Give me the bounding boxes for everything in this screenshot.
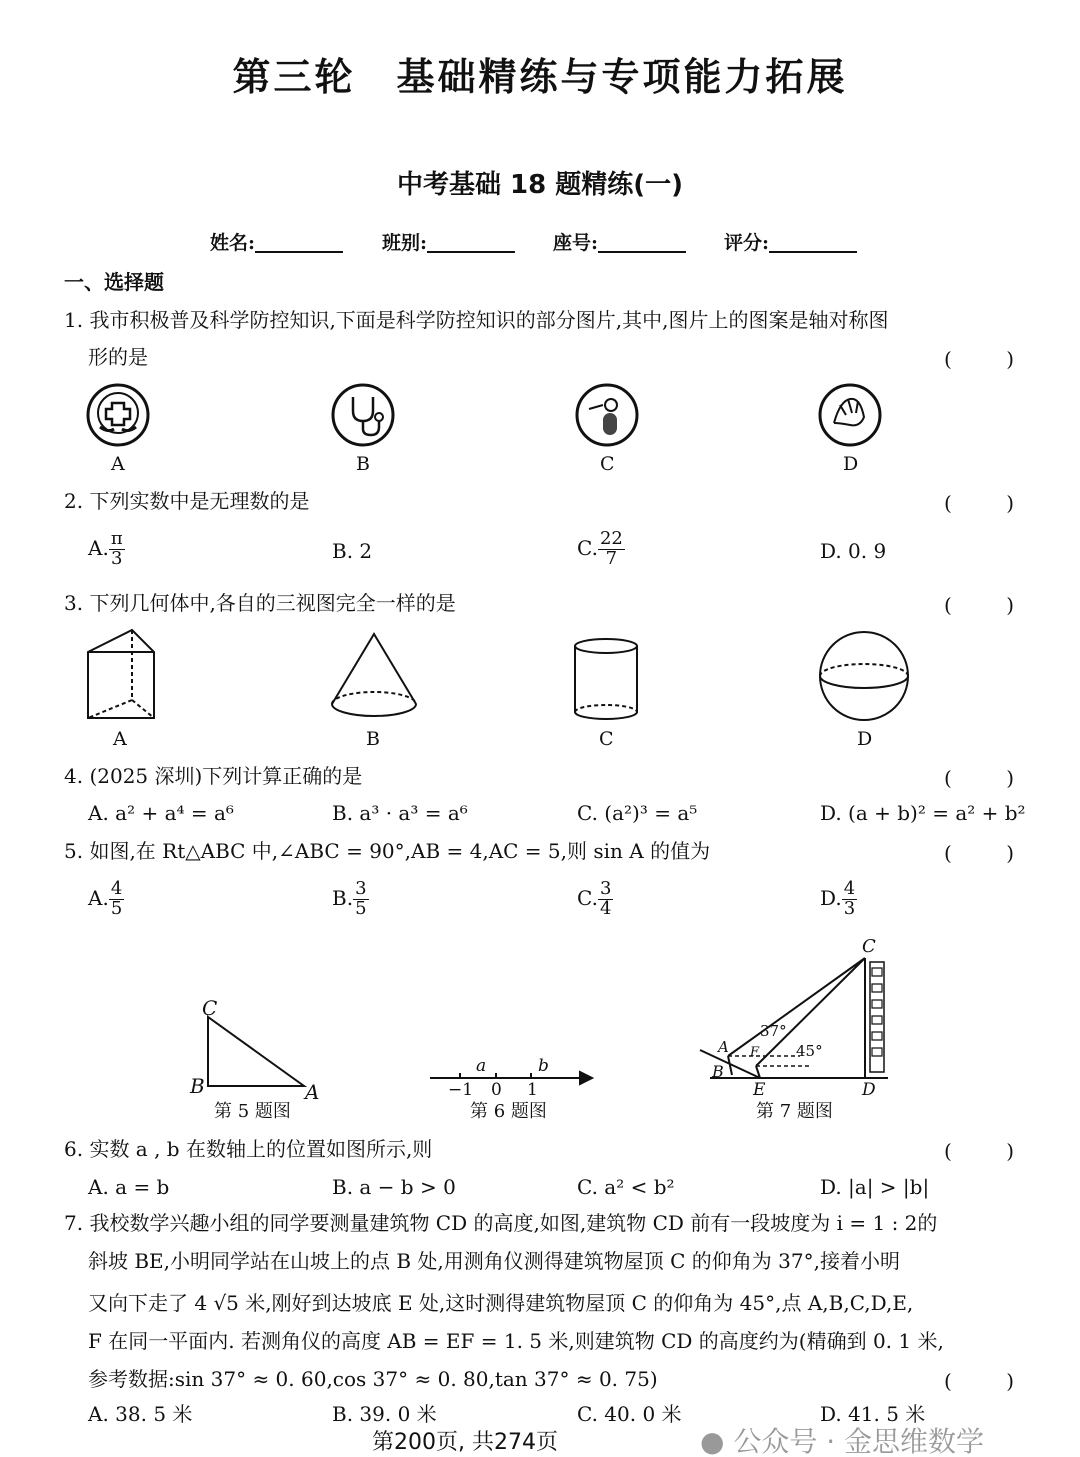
fig7-label-c: C xyxy=(862,936,876,957)
fig5-label-b: B xyxy=(190,1074,205,1098)
q5-option-a[interactable]: A. $\frac{4}{5}$ xyxy=(88,878,123,919)
q7-text-line2: 斜坡 BE,小明同学站在山坡上的点 B 处,用测角仪测得建筑物屋顶 C 的仰角为 37°,接着小明 xyxy=(88,1249,900,1273)
q2-option-c[interactable]: C. $\frac{22}{7}$ xyxy=(577,528,623,569)
q7-option-b[interactable]: B. 39. 0 米 xyxy=(332,1402,437,1426)
fig6-tick-1: 1 xyxy=(527,1080,538,1100)
figure-lines xyxy=(0,0,1,1)
q4-option-c[interactable]: C. (a²)³ = a⁵ xyxy=(577,801,698,825)
q2-answer-paren[interactable]: ( ) xyxy=(944,491,1014,515)
q1-text-cont: 形的是 xyxy=(88,345,148,369)
score-label: 评分: xyxy=(724,232,770,254)
q3-text: 3. 下列几何体中,各自的三视图完全一样的是 xyxy=(64,591,456,615)
fig7-label-e: E xyxy=(753,1080,766,1100)
fig7-angle-37: 37° xyxy=(760,1022,787,1040)
q3-label-c: C xyxy=(599,728,614,750)
q3-answer-paren[interactable]: ( ) xyxy=(944,593,1014,617)
fig6-tick-0: 0 xyxy=(491,1080,502,1100)
watermark: ● 公众号 · 金思维数学 xyxy=(700,1425,985,1457)
fig7-label-f: F xyxy=(750,1045,760,1060)
fig6-arrow xyxy=(580,1072,592,1084)
q7-text-line3: 又向下走了 4 √5 米,刚好到达坡底 E 处,这时测得建筑物屋顶 C 的仰角为 45°,点 A,B,C,D,E, xyxy=(88,1291,914,1315)
q1-label-a: A xyxy=(111,453,125,475)
fig6-label-a: a xyxy=(476,1056,487,1076)
seat-label: 座号: xyxy=(553,232,599,254)
q7-text-line4: F 在同一平面内. 若测角仪的高度 AB = EF = 1. 5 米,则建筑物 CD 的高度约为(精确到 0. 1 米, xyxy=(88,1329,944,1353)
q7-option-a[interactable]: A. 38. 5 米 xyxy=(88,1402,193,1426)
page-footer: 第200页, 共274页 xyxy=(372,1430,558,1455)
fig7-caption: 第 7 题图 xyxy=(756,1101,833,1122)
q4-option-d[interactable]: D. (a + b)² = a² + b² xyxy=(820,801,1026,825)
q6-option-c[interactable]: C. a² < b² xyxy=(577,1175,675,1199)
fig6-caption: 第 6 题图 xyxy=(470,1101,547,1122)
page-title: 第三轮 基础精练与专项能力拓展 xyxy=(232,55,848,99)
cylinder-figure xyxy=(574,638,640,722)
q5-option-b[interactable]: B. $\frac{3}{5}$ xyxy=(332,878,367,919)
q2-option-d[interactable]: D. 0. 9 xyxy=(820,539,887,563)
q5-text: 5. 如图,在 Rt△ABC 中,∠ABC = 90°,AB = 4,AC = 5,则 sin A 的值为 xyxy=(64,839,711,863)
fig6-label-b: b xyxy=(538,1056,549,1076)
fig5-label-a: A xyxy=(305,1080,320,1104)
q3-label-d: D xyxy=(857,728,873,750)
prism-figure xyxy=(86,628,158,720)
q2-option-b[interactable]: B. 2 xyxy=(332,539,373,563)
q4-option-b[interactable]: B. a³ · a³ = a⁶ xyxy=(332,801,468,825)
q1-icon-b xyxy=(331,383,395,447)
q2-option-a[interactable]: A. $\frac{\pi}{3}$ xyxy=(88,528,123,569)
class-label: 班别: xyxy=(382,232,428,254)
q1-label-d: D xyxy=(843,453,859,475)
name-field[interactable] xyxy=(210,233,343,253)
q6-option-d[interactable]: D. |a| > |b| xyxy=(820,1175,930,1199)
name-label: 姓名: xyxy=(210,232,256,254)
cone-figure xyxy=(330,632,420,720)
q7-answer-paren[interactable]: ( ) xyxy=(944,1369,1014,1393)
seat-field[interactable] xyxy=(553,233,686,253)
q7-option-d[interactable]: D. 41. 5 米 xyxy=(820,1402,926,1426)
q3-label-a: A xyxy=(113,728,127,750)
fig7-label-a: A xyxy=(718,1038,729,1056)
q4-option-a[interactable]: A. a² + a⁴ = a⁶ xyxy=(88,801,234,825)
q3-label-b: B xyxy=(366,728,380,750)
fig7-lines xyxy=(700,958,888,1081)
q4-text: 4. (2025 深圳)下列计算正确的是 xyxy=(64,764,363,788)
q1-answer-paren[interactable]: ( ) xyxy=(944,347,1014,371)
q5-answer-paren[interactable]: ( ) xyxy=(944,841,1014,865)
q6-option-a[interactable]: A. a = b xyxy=(88,1175,170,1199)
q7-text-line1: 7. 我校数学兴趣小组的同学要测量建筑物 CD 的高度,如图,建筑物 CD 前有一段坡度为 i = 1 : 2的 xyxy=(64,1211,938,1235)
fig5-triangle xyxy=(208,1017,304,1086)
fig5-label-c: C xyxy=(202,996,218,1020)
sphere-figure xyxy=(818,630,910,722)
q1-text: 1. 我市积极普及科学防控知识,下面是科学防控知识的部分图片,其中,图片上的图案是轴对称图 xyxy=(64,308,889,332)
fig7-angle-45: 45° xyxy=(796,1042,823,1060)
q1-label-c: C xyxy=(600,453,615,475)
q5-option-d[interactable]: D. $\frac{4}{3}$ xyxy=(820,878,856,919)
q6-text: 6. 实数 a , b 在数轴上的位置如图所示,则 xyxy=(64,1137,433,1161)
q1-label-b: B xyxy=(356,453,370,475)
q5-option-c[interactable]: C. $\frac{3}{4}$ xyxy=(577,878,612,919)
q7-text-line5: 参考数据:sin 37° ≈ 0. 60,cos 37° ≈ 0. 80,tan 37° ≈ 0. 75) xyxy=(88,1367,658,1391)
q6-option-b[interactable]: B. a − b > 0 xyxy=(332,1175,456,1199)
class-field[interactable] xyxy=(382,233,515,253)
paper-subtitle: 中考基础 18 题精练(一) xyxy=(396,170,684,200)
section-heading: 一、选择题 xyxy=(64,270,164,294)
fig5-caption: 第 5 题图 xyxy=(214,1101,291,1122)
score-field[interactable] xyxy=(724,233,857,253)
q1-icon-a xyxy=(86,383,150,447)
q4-answer-paren[interactable]: ( ) xyxy=(944,766,1014,790)
fig7-label-b: B xyxy=(712,1062,724,1081)
fig7-label-d: D xyxy=(862,1080,876,1100)
q1-icon-c xyxy=(575,383,639,447)
fig6-tick-minus1: −1 xyxy=(448,1080,474,1100)
q1-icon-d xyxy=(818,383,882,447)
q2-text: 2. 下列实数中是无理数的是 xyxy=(64,489,310,513)
q6-answer-paren[interactable]: ( ) xyxy=(944,1139,1014,1163)
wechat-icon: ● xyxy=(700,1425,725,1457)
q7-option-c[interactable]: C. 40. 0 米 xyxy=(577,1402,682,1426)
